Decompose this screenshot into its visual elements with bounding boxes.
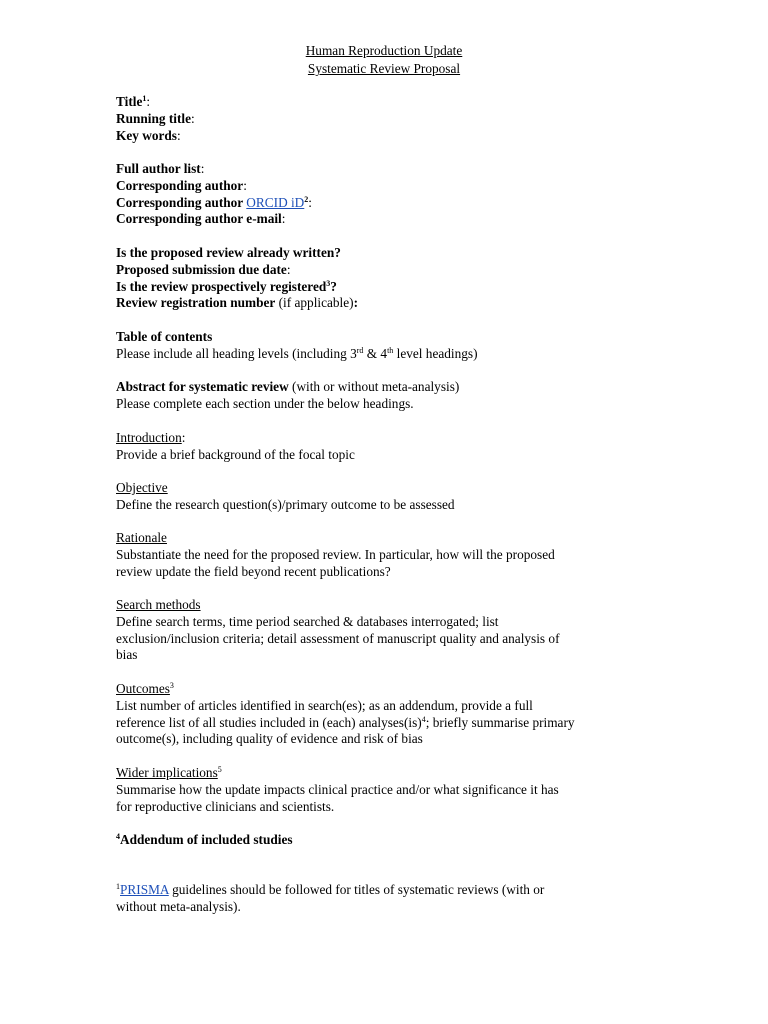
abstract-section [116, 379, 652, 413]
document-title: Systematic Review Proposal [307, 61, 461, 76]
addendum-heading: Addendum of included studies [120, 832, 293, 847]
abstract-heading: Abstract for systematic review [116, 379, 289, 394]
introduction-section: Introduction: Provide a brief background of the focal topic [116, 430, 652, 464]
objective-section [116, 480, 652, 514]
footnote-ref-3: 3 [169, 681, 174, 690]
corresponding-author-label: Corresponding author [116, 177, 244, 193]
meta-block [116, 94, 652, 144]
footnote-1: $^1$PRISMA guidelines should be followed for titles of systematic reviews (with or [116, 882, 545, 897]
orcid-link[interactable]: ORCID iD [246, 194, 305, 210]
outcomes-heading: Outcomes [116, 681, 170, 696]
registration-number-field: Review registration number (if applicable): [116, 295, 358, 311]
authors-block [116, 161, 652, 228]
footnote-number-1: 1 [116, 882, 120, 891]
abstract-instruction: Please complete each section under the below headings. [116, 395, 414, 411]
running-title-field: Running title: [116, 110, 195, 126]
wider-implications-text-1: Summarise how the update impacts clinical practice and/or what significance it has [116, 781, 559, 797]
objective-text: Define the research question(s)/primary outcome to be assessed [116, 496, 455, 512]
search-methods-text-1: Define search terms, time period searched & databases interrogated; list [116, 613, 499, 629]
footnote-ref-3: 3 [326, 278, 331, 288]
introduction-heading: Introduction [116, 430, 182, 445]
due-date-field: Proposed submission due date: [116, 261, 291, 277]
email-label: Corresponding author e-mail [116, 211, 282, 227]
introduction-text: Provide a brief background of the focal topic [116, 446, 355, 462]
registration-number-label: Review registration number [116, 295, 276, 311]
footnote-ref-4: 4 [421, 714, 426, 724]
title-label: Title [116, 94, 143, 109]
orcid-field: Corresponding author ORCID $iD^2$: [116, 194, 312, 210]
addendum-section [116, 832, 652, 849]
rationale-heading: Rationale [116, 530, 167, 545]
outcomes-text-3: outcome(s), including quality of evidence and risk of bias [116, 731, 423, 747]
outcomes-text-1: List number of articles identified in search(es); as an addendum, provide a full [116, 697, 533, 713]
footnote-block [116, 882, 652, 916]
running-title-label: Running title [116, 110, 191, 126]
key-words-field: Key words: [116, 127, 181, 143]
already-written-question: Is the proposed review already written? [116, 245, 341, 260]
search-methods-section [116, 597, 652, 664]
footnote-ref-2: 2 [304, 194, 309, 204]
footnote-ref-5: 5 [217, 765, 222, 774]
abstract-heading-line: Abstract for systematic review (with or without meta-analysis) [116, 379, 460, 394]
rationale-text-1: Substantiate the need for the proposed review. In particular, how will the proposed [116, 546, 555, 562]
outcomes-text-2: reference list of all studies included in (each) analyses(is)$^4$; briefly summarise primary [116, 714, 575, 730]
footnote-ref-1: 1 [142, 94, 147, 103]
rationale-section [116, 530, 652, 580]
search-methods-text-2: exclusion/inclusion criteria; detail assessment of manuscript quality and analysis of [116, 630, 560, 646]
due-date-label: Proposed submission due date [116, 261, 287, 277]
email-field: Corresponding author e-mail: [116, 211, 286, 227]
toc-heading: Table of contents [116, 329, 213, 344]
title-field: Title$^1$: [116, 94, 151, 109]
wider-implications-heading: Wider implications [116, 765, 218, 780]
rationale-text-2: review update the field beyond recent publications? [116, 563, 391, 579]
registered-question: Is the review prospectively registered$^3$? [116, 278, 337, 294]
outcomes-section [116, 681, 652, 748]
footnote-ref-4: 4 [116, 832, 120, 841]
search-methods-text-3: bias [116, 647, 138, 663]
footnote-1-continued: without meta-analysis). [116, 898, 241, 914]
search-methods-heading: Search methods [116, 597, 201, 612]
prisma-link[interactable]: PRISMA [120, 882, 169, 897]
wider-implications-text-2: for reproductive clinicians and scientists. [116, 798, 335, 814]
toc-section [116, 329, 652, 363]
toc-instruction: Please include all heading levels (including 3rd & 4th level headings) [116, 345, 478, 361]
full-author-list-label: Full author list [116, 161, 201, 176]
objective-heading: Objective [116, 480, 168, 495]
journal-name: Human Reproduction Update [305, 43, 463, 58]
corresponding-author-field: Corresponding author: [116, 177, 247, 193]
full-author-list-field: Full author list: [116, 161, 205, 176]
wider-implications-section [116, 765, 652, 815]
review-info-block [116, 245, 652, 312]
key-words-label: Key words [116, 127, 177, 143]
